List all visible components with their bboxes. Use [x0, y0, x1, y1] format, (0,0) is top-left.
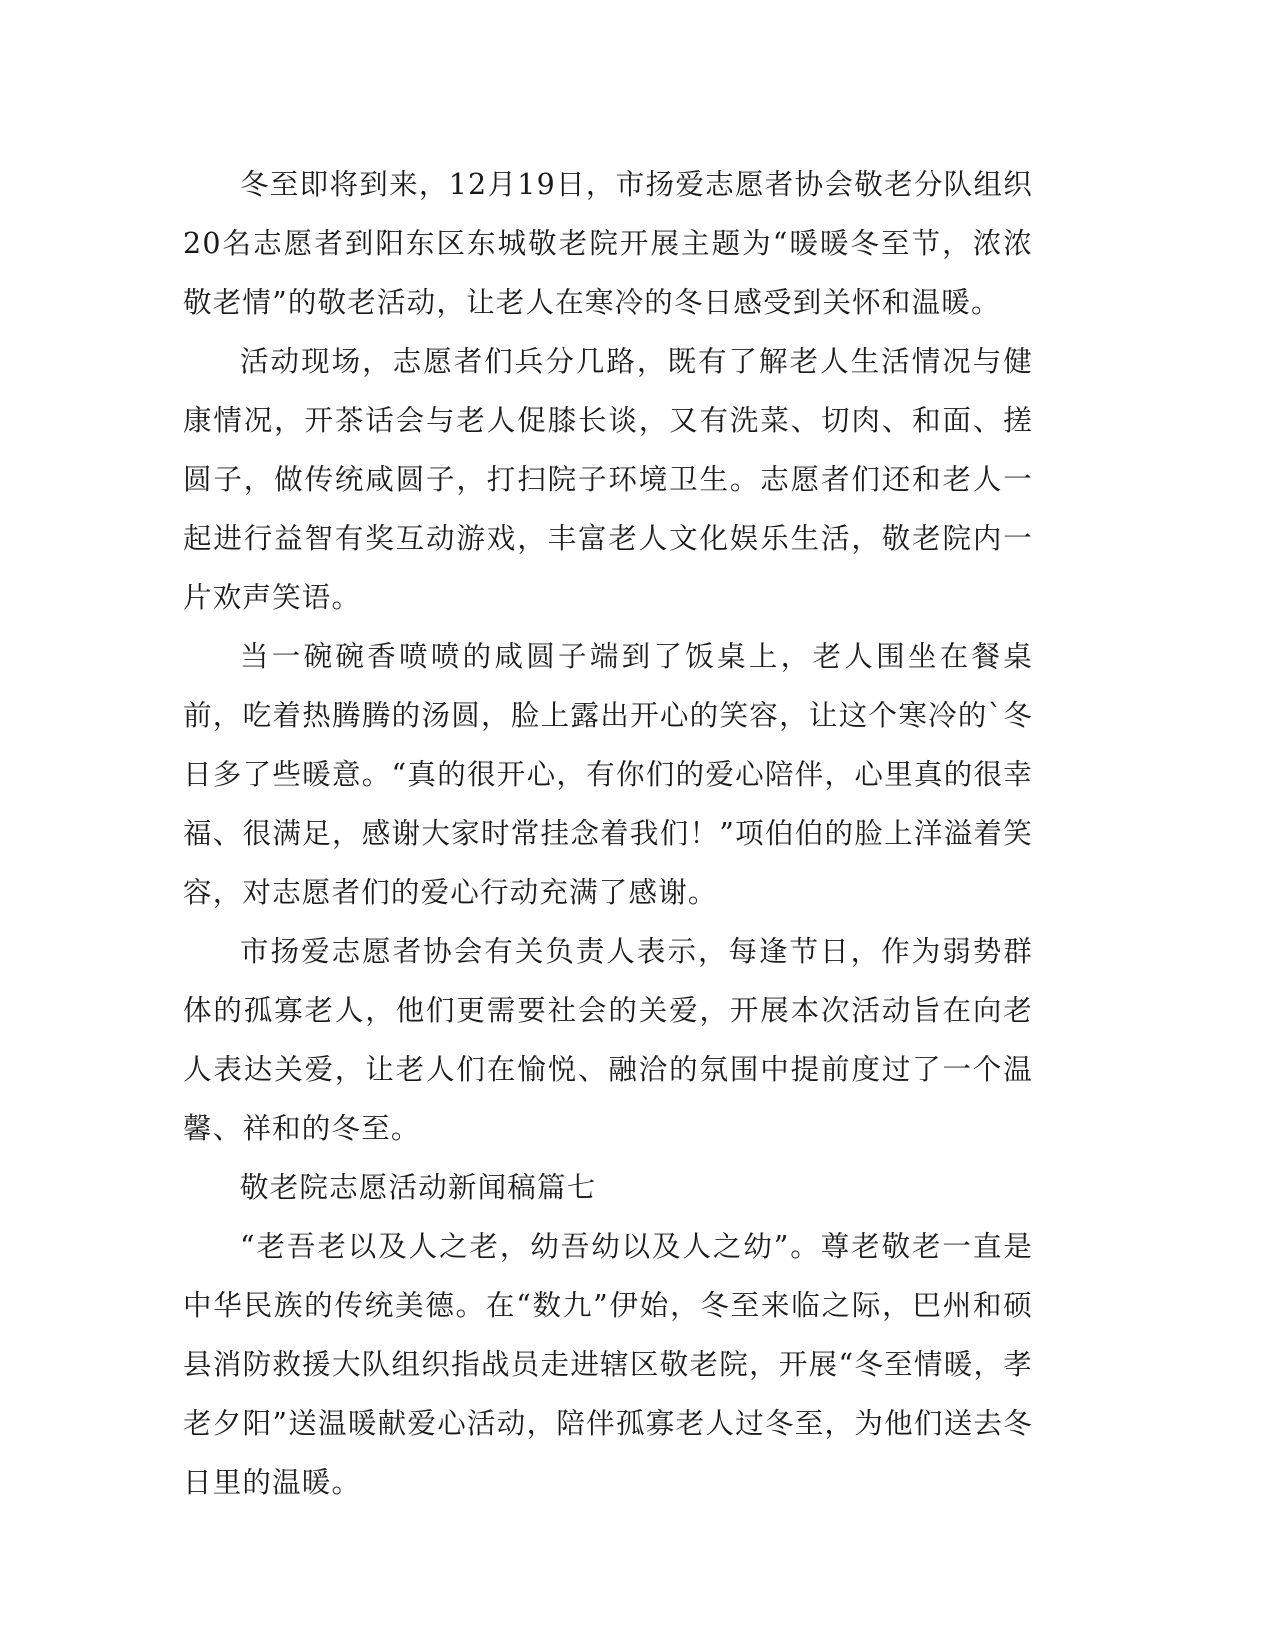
paragraph-3: 当一碗碗香喷喷的咸圆子端到了饭桌上，老人围坐在餐桌前，吃着热腾腾的汤圆，脸上露出开心的笑容，让这个寒冷的`冬日多了些暖意。“真的很开心，有你们的爱心陪伴，心里真的很幸福、很满足，感谢大家时常挂念着我们！”项伯伯的脸上洋溢着笑容，对志愿者们的爱心行动充满了感谢。	[183, 640, 1033, 909]
paragraph-1: 冬至即将到来，12月19日，市扬爱志愿者协会敬老分队组织20名志愿者到阳东区东城敬老院开展主题为“暖暖冬至节，浓浓敬老情”的敬老活动，让老人在寒冷的冬日感受到关怀和温暖。	[183, 168, 1033, 319]
paragraph-2: 活动现场，志愿者们兵分几路，既有了解老人生活情况与健康情况，开茶话会与老人促膝长谈，又有洗菜、切肉、和面、搓圆子，做传统咸圆子，打扫院子环境卫生。志愿者们还和老人一起进行益智有奖互动游戏，丰富老人文化娱乐生活，敬老院内一片欢声笑语。	[183, 345, 1033, 614]
document-body	[183, 155, 1033, 1512]
paragraph-4: 市扬爱志愿者协会有关负责人表示，每逢节日，作为弱势群体的孤寡老人，他们更需要社会的关爱，开展本次活动旨在向老人表达关爱，让老人们在愉悦、融洽的氛围中提前度过了一个温馨、祥和的冬至。	[183, 935, 1033, 1145]
section-title: 敬老院志愿活动新闻稿篇七	[240, 1171, 597, 1204]
paragraph-5: “老吾老以及人之老，幼吾幼以及人之幼”。尊老敬老一直是中华民族的传统美德。在“数九”伊始，冬至来临之际，巴州和硕县消防救援大队组织指战员走进辖区敬老院，开展“冬至情暖，孝老夕阳”送温暖献爱心活动，陪伴孤寡老人过冬至，为他们送去冬日里的温暖。	[183, 1230, 1033, 1499]
